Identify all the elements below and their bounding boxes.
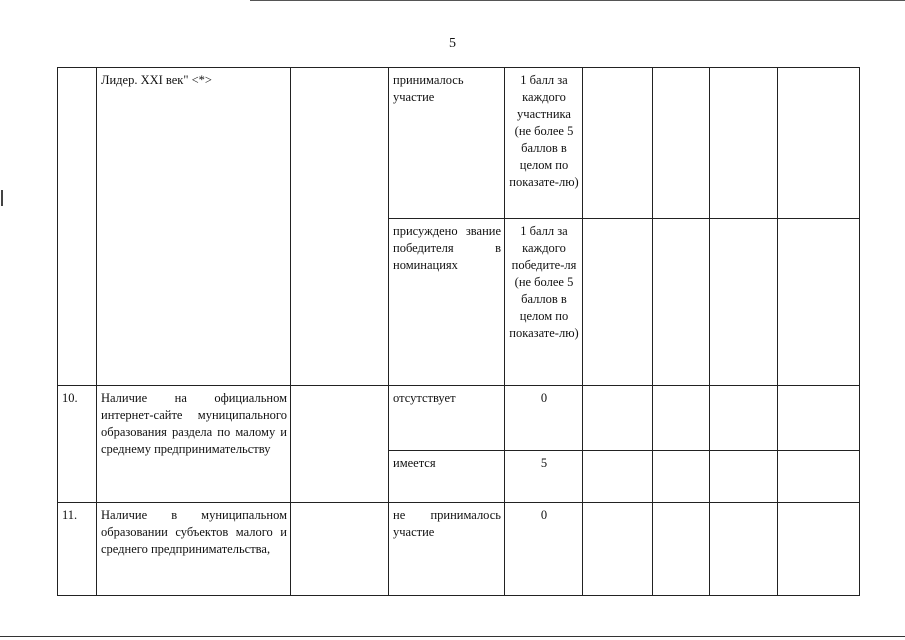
- empty-cell: [653, 451, 710, 503]
- empty-cell: [583, 68, 653, 219]
- indicator-cell: Наличие в муниципальном образовании субъектов малого и среднего предпринимательства,: [97, 503, 291, 596]
- empty-cell: [291, 68, 389, 386]
- empty-cell: [653, 386, 710, 451]
- empty-cell: [778, 451, 860, 503]
- indicator-cell: Наличие на официальном интернет-сайте муниципального образования раздела по малому и среднему предпринимательству: [97, 386, 291, 503]
- score-cell: 0: [505, 386, 583, 451]
- empty-cell: [710, 451, 778, 503]
- empty-cell: [653, 219, 710, 386]
- row-number-cell: 10.: [58, 386, 97, 503]
- score-cell: 5: [505, 451, 583, 503]
- empty-cell: [583, 451, 653, 503]
- condition-cell: имеется: [389, 451, 505, 503]
- scan-edge-top: [250, 0, 905, 1]
- condition-cell: не принималось участие: [389, 503, 505, 596]
- empty-cell: [710, 68, 778, 219]
- indicator-cell: Лидер. XXI век" <*>: [97, 68, 291, 386]
- row-number-cell: [58, 68, 97, 386]
- empty-cell: [291, 503, 389, 596]
- table-row: [58, 68, 860, 219]
- empty-cell: [710, 219, 778, 386]
- scan-edge-mark: [1, 190, 3, 206]
- empty-cell: [778, 68, 860, 219]
- score-cell: 1 балл за каждого участника (не более 5 баллов в целом по показате-лю): [505, 68, 583, 219]
- empty-cell: [778, 503, 860, 596]
- empty-cell: [583, 386, 653, 451]
- table-row: [58, 503, 860, 596]
- score-cell: 0: [505, 503, 583, 596]
- empty-cell: [778, 219, 860, 386]
- page-number: 5: [449, 36, 456, 51]
- empty-cell: [778, 386, 860, 451]
- condition-cell: принималось участие: [389, 68, 505, 219]
- criteria-table: [57, 67, 860, 596]
- empty-cell: [653, 503, 710, 596]
- empty-cell: [583, 219, 653, 386]
- empty-cell: [653, 68, 710, 219]
- empty-cell: [710, 503, 778, 596]
- row-number-cell: 11.: [58, 503, 97, 596]
- scan-edge-bottom: [0, 636, 905, 637]
- table-row: [58, 386, 860, 451]
- empty-cell: [710, 386, 778, 451]
- condition-cell: отсутствует: [389, 386, 505, 451]
- condition-cell: присуждено звание победителя в номинациях: [389, 219, 505, 386]
- score-cell: 1 балл за каждого победите-ля (не более 5 баллов в целом по показате-лю): [505, 219, 583, 386]
- empty-cell: [291, 386, 389, 503]
- empty-cell: [583, 503, 653, 596]
